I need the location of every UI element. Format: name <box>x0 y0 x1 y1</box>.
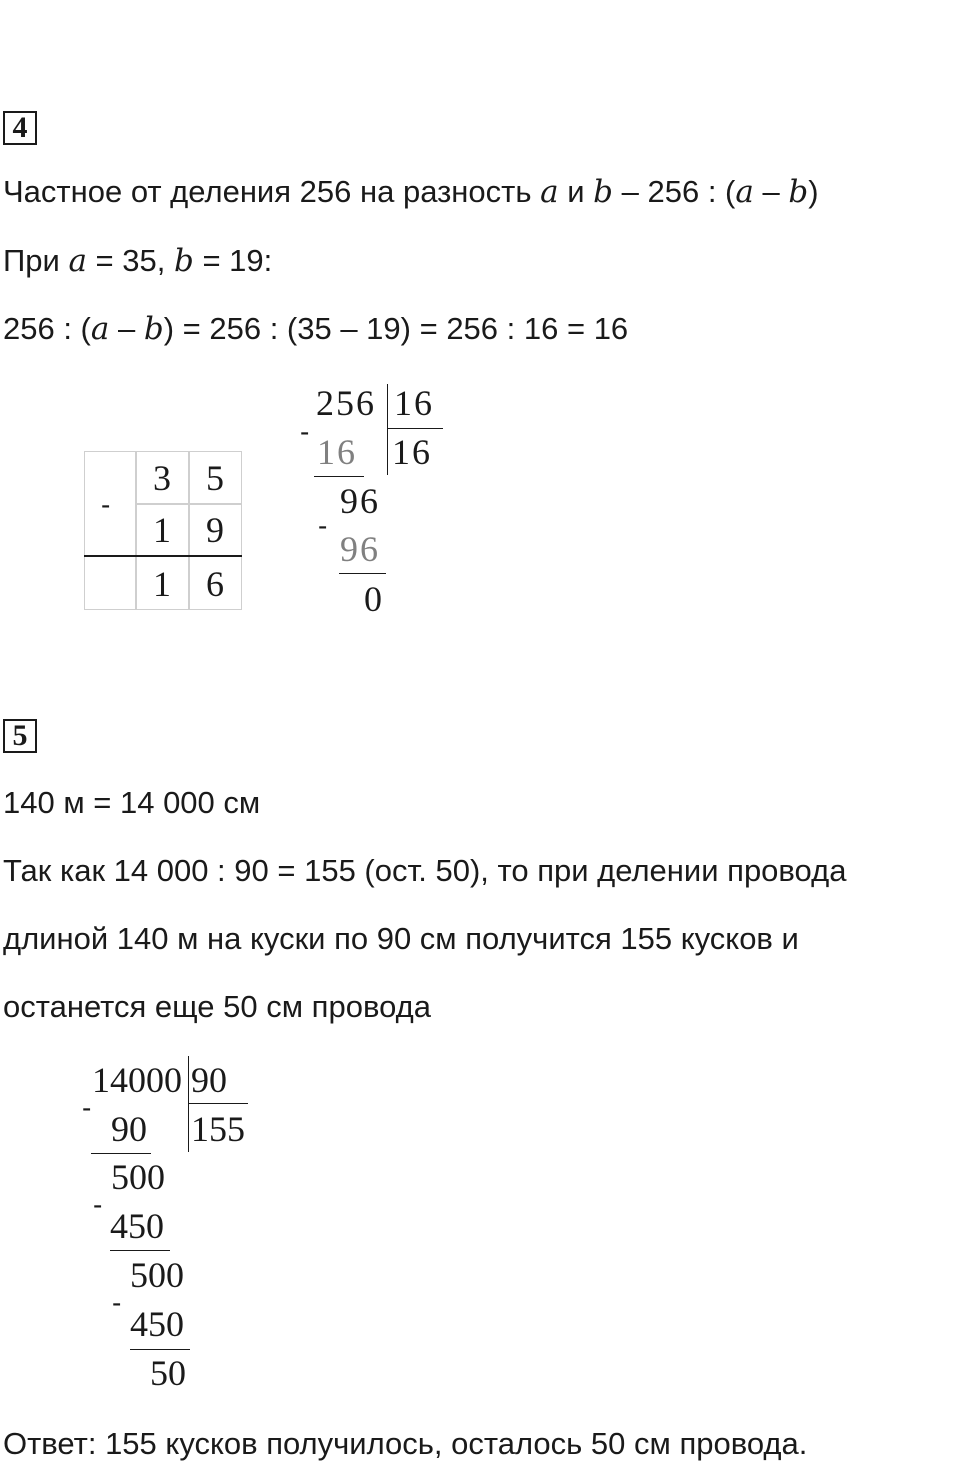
text-fragment: – <box>753 174 789 209</box>
task4-calculation-line <box>3 309 628 349</box>
variable-a: a <box>735 174 754 210</box>
task4-given-line <box>3 241 272 281</box>
subtraction-line <box>91 1153 151 1154</box>
task5-answer-line: Ответ: 155 кусков получилось, осталось 50 см провода. <box>3 1426 808 1461</box>
remainder: 500 <box>130 1255 184 1295</box>
text-fragment: – <box>109 311 144 346</box>
variable-b: b <box>788 174 809 210</box>
quotient: 16 <box>392 432 432 472</box>
minus-sign: - <box>93 1189 103 1220</box>
variable-b: b <box>143 311 164 347</box>
task5-explanation-line: длиной 140 м на куски по 90 см получится 155 кусков и <box>3 921 799 956</box>
difference-digit: 1 <box>153 564 171 604</box>
minus-sign: - <box>112 1287 122 1318</box>
subtraction-line <box>314 476 364 477</box>
subtracted-value: 96 <box>340 529 380 569</box>
divisor: 16 <box>394 383 434 423</box>
result-line <box>84 555 242 557</box>
task5-conversion-line: 140 м = 14 000 см <box>3 785 261 820</box>
task-number: 5 <box>12 719 28 752</box>
variable-a: a <box>90 311 110 347</box>
task-number-badge <box>3 719 37 753</box>
task4-statement-line <box>3 172 819 212</box>
grid-cell <box>84 556 136 610</box>
variable-b: b <box>593 174 614 210</box>
remainder: 50 <box>150 1353 186 1393</box>
text-fragment: = 35, <box>86 243 174 278</box>
text-fragment: = 19: <box>193 243 273 278</box>
minuend-digit: 5 <box>206 458 224 498</box>
variable-a: a <box>68 243 87 279</box>
text-fragment: При <box>3 243 69 278</box>
quotient: 155 <box>191 1109 245 1149</box>
variable-a: a <box>540 174 559 210</box>
task5-explanation-line: Так как 14 000 : 90 = 155 (ост. 50), то при делении провода <box>3 853 847 888</box>
dividend: 256 <box>316 383 376 423</box>
subtracted-value: 450 <box>130 1304 184 1344</box>
subtrahend-digit: 1 <box>153 510 171 550</box>
remainder: 96 <box>340 481 380 521</box>
minus-sign: - <box>101 489 111 520</box>
text-fragment: ) <box>808 174 819 209</box>
divisor: 90 <box>191 1060 227 1100</box>
text-fragment: – 256 : ( <box>613 174 736 209</box>
subtraction-line <box>339 573 386 574</box>
minus-sign: - <box>82 1092 92 1123</box>
dividend: 14000 <box>92 1060 182 1100</box>
division-bracket-horizontal <box>387 428 443 429</box>
remainder: 0 <box>364 579 384 619</box>
subtraction-line <box>110 1250 170 1251</box>
subtracted-value: 16 <box>317 432 357 472</box>
difference-digit: 6 <box>206 564 224 604</box>
task-number: 4 <box>12 111 28 144</box>
subtraction-line <box>130 1349 190 1350</box>
text-fragment: 256 : ( <box>3 311 91 346</box>
text-fragment: ) = 256 : (35 – 19) = 256 : 16 = 16 <box>163 311 629 346</box>
division-bracket-vertical <box>387 384 388 475</box>
minuend-digit: 3 <box>153 458 171 498</box>
minus-sign: - <box>318 510 328 541</box>
text-fragment: Частное от деления 256 на разность <box>3 174 541 209</box>
text-fragment: и <box>558 174 594 209</box>
remainder: 500 <box>111 1157 165 1197</box>
subtrahend-digit: 9 <box>206 510 224 550</box>
subtracted-value: 90 <box>111 1109 147 1149</box>
division-bracket-vertical <box>188 1056 189 1152</box>
task-number-badge <box>3 111 37 145</box>
division-bracket-horizontal <box>188 1103 248 1104</box>
task5-explanation-line: останется еще 50 см провода <box>3 989 431 1024</box>
subtracted-value: 450 <box>110 1206 164 1246</box>
minus-sign: - <box>300 416 310 447</box>
variable-b: b <box>173 243 194 279</box>
